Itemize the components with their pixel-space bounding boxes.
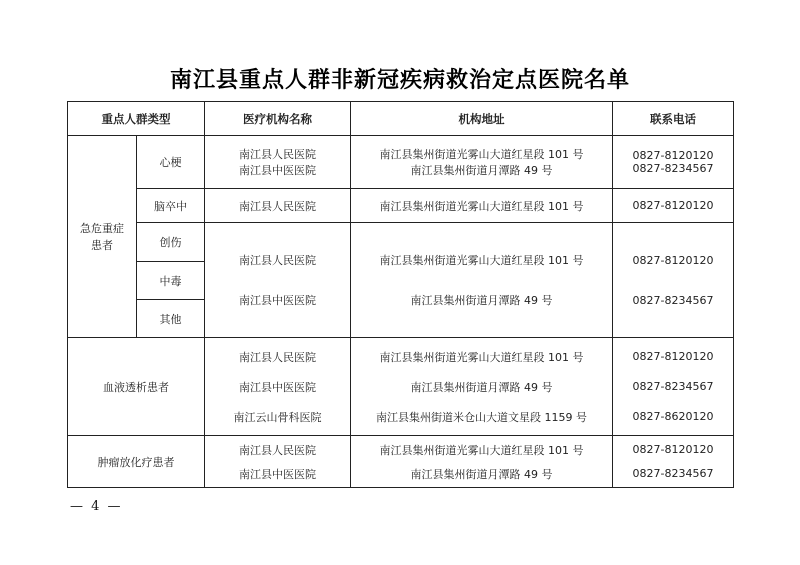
subtype-mi: 心梗 <box>137 136 205 189</box>
header-group-type: 重点人群类型 <box>68 102 205 136</box>
subtype-poison: 中毒 <box>137 262 205 300</box>
header-address: 机构地址 <box>351 102 613 136</box>
hospital-cell: 南江县人民医院 南江县中医医院 <box>205 136 351 189</box>
table-row <box>68 189 734 223</box>
hospital-cell: 南江县人民医院 南江县中医医院 南江云山骨科医院 <box>205 338 351 436</box>
phone-cell: 0827-8120120 0827-8234567 <box>613 436 734 488</box>
address-cell: 南江县集州街道光雾山大道红星段 101 号 南江县集州街道月潭路 49 号 <box>351 436 613 488</box>
header-hospital-name: 医疗机构名称 <box>205 102 351 136</box>
table-row <box>68 338 734 436</box>
table-header-row <box>68 102 734 136</box>
phone-cell: 0827-8120120 0827-8234567 <box>613 223 734 338</box>
page-number: — 4 — <box>70 499 123 514</box>
group-tumor: 肿瘤放化疗患者 <box>68 436 205 488</box>
document-title: 南江县重点人群非新冠疾病救治定点医院名单 <box>169 67 630 93</box>
table-row <box>68 436 734 488</box>
hospital-cell: 南江县人民医院 南江县中医医院 <box>205 436 351 488</box>
address-cell: 南江县集州街道光雾山大道红星段 101 号 南江县集州街道月潭路 49 号 <box>351 223 613 338</box>
address-cell: 南江县集州街道光雾山大道红星段 101 号 南江县集州街道月潭路 49 号 <box>351 136 613 189</box>
table-row <box>68 223 734 262</box>
phone-cell: 0827-8120120 0827-8234567 0827-8620120 <box>613 338 734 436</box>
address-cell: 南江县集州街道光雾山大道红星段 101 号 <box>351 189 613 223</box>
hospital-table <box>67 101 734 488</box>
table-row <box>68 136 734 189</box>
phone-cell: 0827-8120120 0827-8234567 <box>613 136 734 189</box>
header-phone: 联系电话 <box>613 102 734 136</box>
subtype-trauma: 创伤 <box>137 223 205 262</box>
subtype-stroke: 脑卒中 <box>137 189 205 223</box>
subtype-other: 其他 <box>137 300 205 338</box>
address-cell: 南江县集州街道光雾山大道红星段 101 号 南江县集州街道月潭路 49 号 南江县集州街道米仓山大道文星段 1159 号 <box>351 338 613 436</box>
group-dialysis: 血液透析患者 <box>68 338 205 436</box>
hospital-cell: 南江县人民医院 南江县中医医院 <box>205 223 351 338</box>
group-critical: 急危重症患者 <box>68 136 137 338</box>
phone-cell: 0827-8120120 <box>613 189 734 223</box>
hospital-cell: 南江县人民医院 <box>205 189 351 223</box>
